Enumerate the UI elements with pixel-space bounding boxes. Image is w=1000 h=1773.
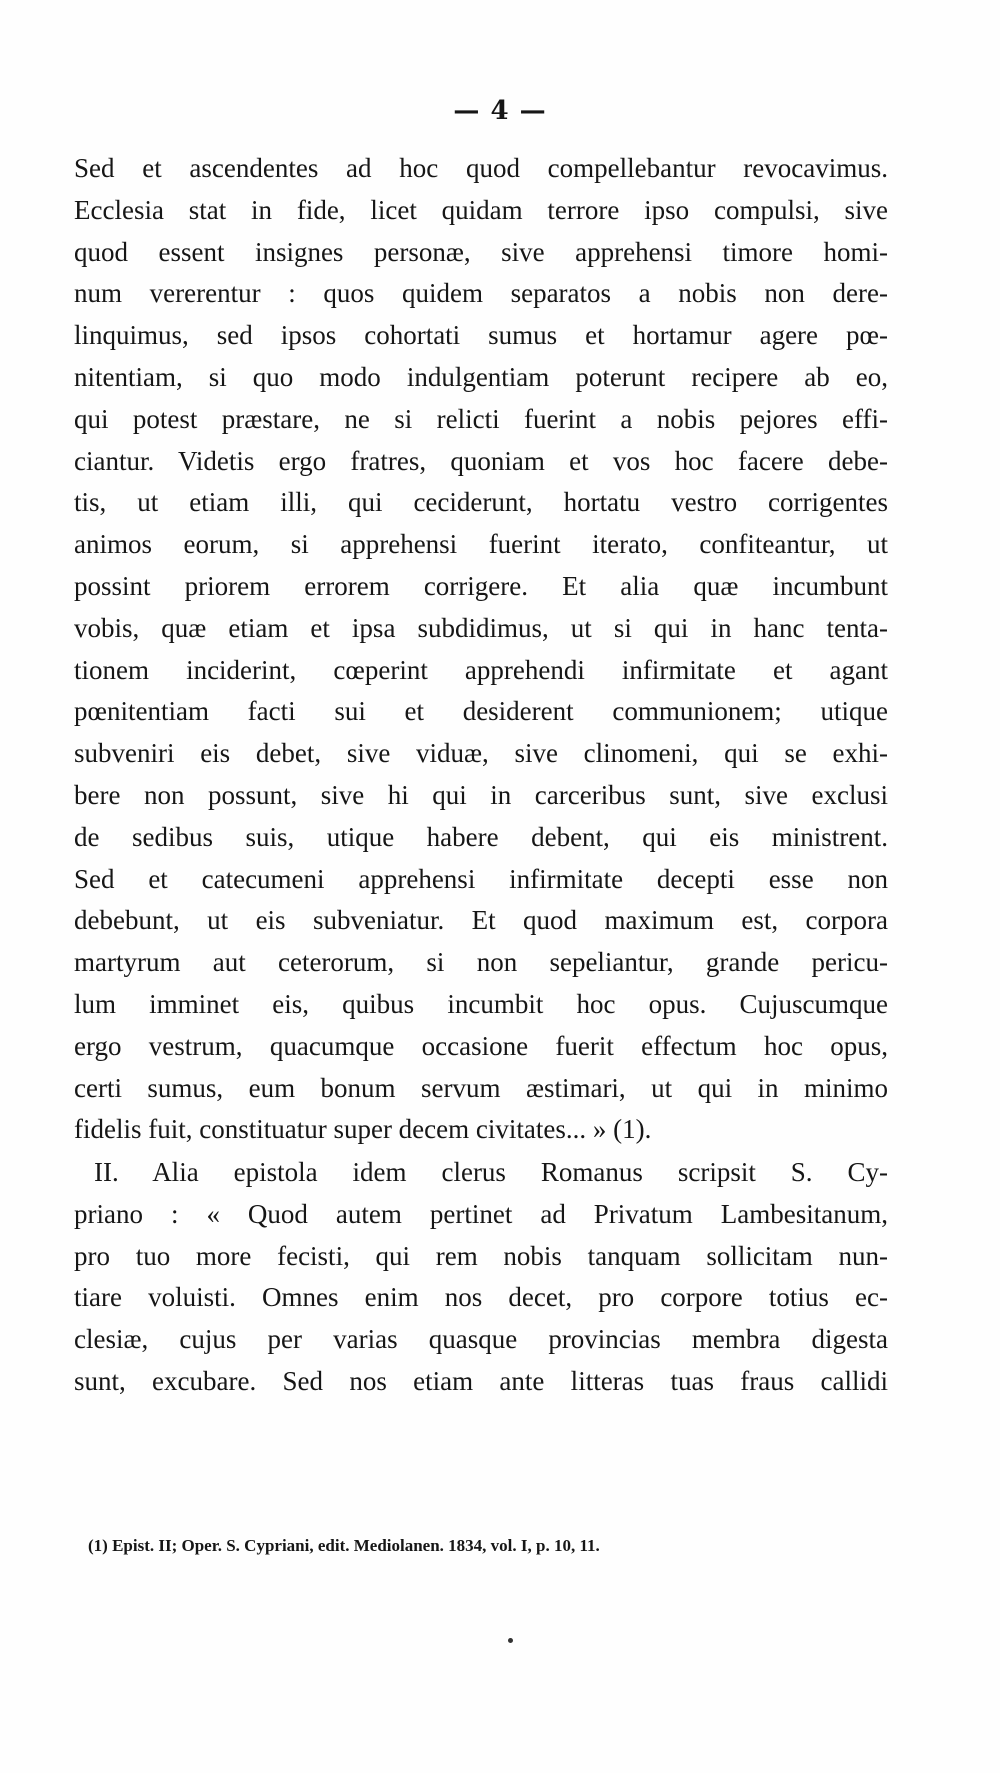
text-line: Sed et ascendentes ad hoc quod compellebantur revocavimus. [74,153,888,183]
text-line: Sed et catecumeni apprehensi infirmitate decepti esse non [74,863,888,894]
text-line: lum imminet eis, quibus incumbit hoc opus. Cujuscumque [74,988,888,1019]
text-line: animos eorum, si apprehensi fuerint iterato, confiteantur, ut [74,529,888,560]
text-line: quod essent insignes personæ, sive apprehensi timore homi- [74,236,888,267]
page-number: — 4 — [453,96,547,126]
text-line: ciantur. Videtis ergo fratres, quoniam et vos hoc facere debe- [74,445,888,476]
text-line: bere non possunt, sive hi qui in carceribus sunt, sive exclusi [74,779,888,810]
text-line: ergo vestrum, quacumque occasione fuerit effectum hoc opus, [74,1030,888,1061]
paragraph-2 [74,1152,888,1403]
text-line: Ecclesia stat in fide, licet quidam terrore ipso compulsi, sive [74,194,888,225]
text-line: pœnitentiam facti sui et desiderent communionem; utique [74,696,888,727]
text-line: num vererentur : quos quidem separatos a nobis non dere- [74,278,888,309]
footnote: (1) Epist. II; Oper. S. Cypriani, edit. Mediolanen. 1834, vol. I, p. 10, 11. [88,1536,600,1555]
text-line: de sedibus suis, utique habere debent, qui eis ministrent. [74,821,888,852]
text-line: vobis, quæ etiam et ipsa subdidimus, ut si qui in hanc tenta- [74,612,888,643]
text-line: martyrum aut ceterorum, si non sepeliantur, grande pericu- [74,947,888,978]
text-line: II. Alia epistola idem clerus Romanus scripsit S. Cy- [94,1157,888,1187]
text-line: nitentiam, si quo modo indulgentiam poterunt recipere ab eo, [74,361,888,392]
text-line: priano : « Quod autem pertinet ad Privatum Lambesitanum, [74,1198,888,1229]
text-line: tionem inciderint, cœperint apprehendi infirmitate et agant [74,654,888,685]
text-line: possint priorem errorem corrigere. Et alia quæ incumbunt [74,570,888,601]
text-line: debebunt, ut eis subveniatur. Et quod maximum est, corpora [74,905,888,936]
text-line: sunt, excubare. Sed nos etiam ante litteras tuas fraus callidi [74,1365,888,1396]
text-line: fidelis fuit, constituatur super decem civitates... » (1). [74,1114,652,1145]
text-line: tis, ut etiam illi, qui ceciderunt, hortatu vestro corrigentes [74,487,888,518]
text-line: pro tuo more fecisti, qui rem nobis tanquam sollicitam nun- [74,1240,888,1271]
text-line: tiare voluisti. Omnes enim nos decet, pro corpore totius ec- [74,1282,888,1313]
text-line: linquimus, sed ipsos cohortati sumus et hortamur agere pœ- [74,320,888,351]
text-line: certi sumus, eum bonum servum æstimari, ut qui in minimo [74,1072,888,1103]
print-speck [508,1638,513,1643]
paragraph-1 [74,148,888,1151]
text-line: qui potest præstare, ne si relicti fuerint a nobis pejores effi- [74,403,888,434]
text-line: clesiæ, cujus per varias quasque provincias membra digesta [74,1324,888,1355]
text-line: subveniri eis debet, sive viduæ, sive clinomeni, qui se exhi- [74,738,888,769]
